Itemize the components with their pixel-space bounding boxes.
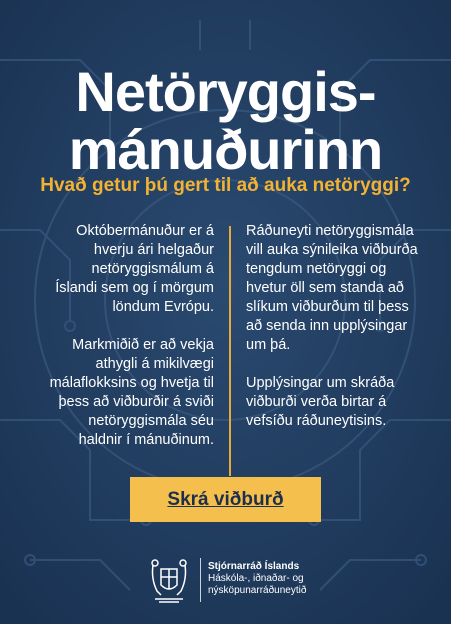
ministry-logo-text [208,561,306,597]
left-paragraph: Markmiðið er að vekja athygli á mikilvægi málaflokksins og hvetja til þess að viðburðir á sviði netöryggismála séu haldnir í mánuðinum. [49,337,214,448]
right-paragraph: Upplýsingar um skráða viðburði verða birtar á vefsíðu ráðuneytisins. [246,375,395,429]
page-title-line2: mánuðurinn [68,118,383,181]
logo-divider [200,558,201,602]
logo-org-name: Stjórnarráð Íslands [208,561,300,572]
left-paragraph: Októbermánuður er á hverju ári helgaður netöryggismálum á Íslandi sem og í mörgum löndum Evrópu. [55,223,214,315]
right-text-column [246,222,422,450]
page-title-line1: Netöryggis- [75,60,376,123]
logo-dept-line2: nýsköpunarráðuneytið [208,585,307,596]
coat-of-arms-icon [147,555,191,605]
column-divider [229,226,231,476]
subtitle: Hvað getur þú gert til að auka netöryggi? [40,175,411,196]
right-paragraph: Ráðuneyti netöryggismála vill auka sýnileika viðburða tengdum netöryggi og hvetur öll sem standa að slíkum viðburðum til þess að senda inn upplýsingar um þá. [246,223,418,353]
logo-dept-line1: Háskóla-, iðnaðar- og [208,573,304,584]
register-event-button[interactable]: Skrá viðburð [130,477,321,522]
left-text-column [46,222,214,469]
